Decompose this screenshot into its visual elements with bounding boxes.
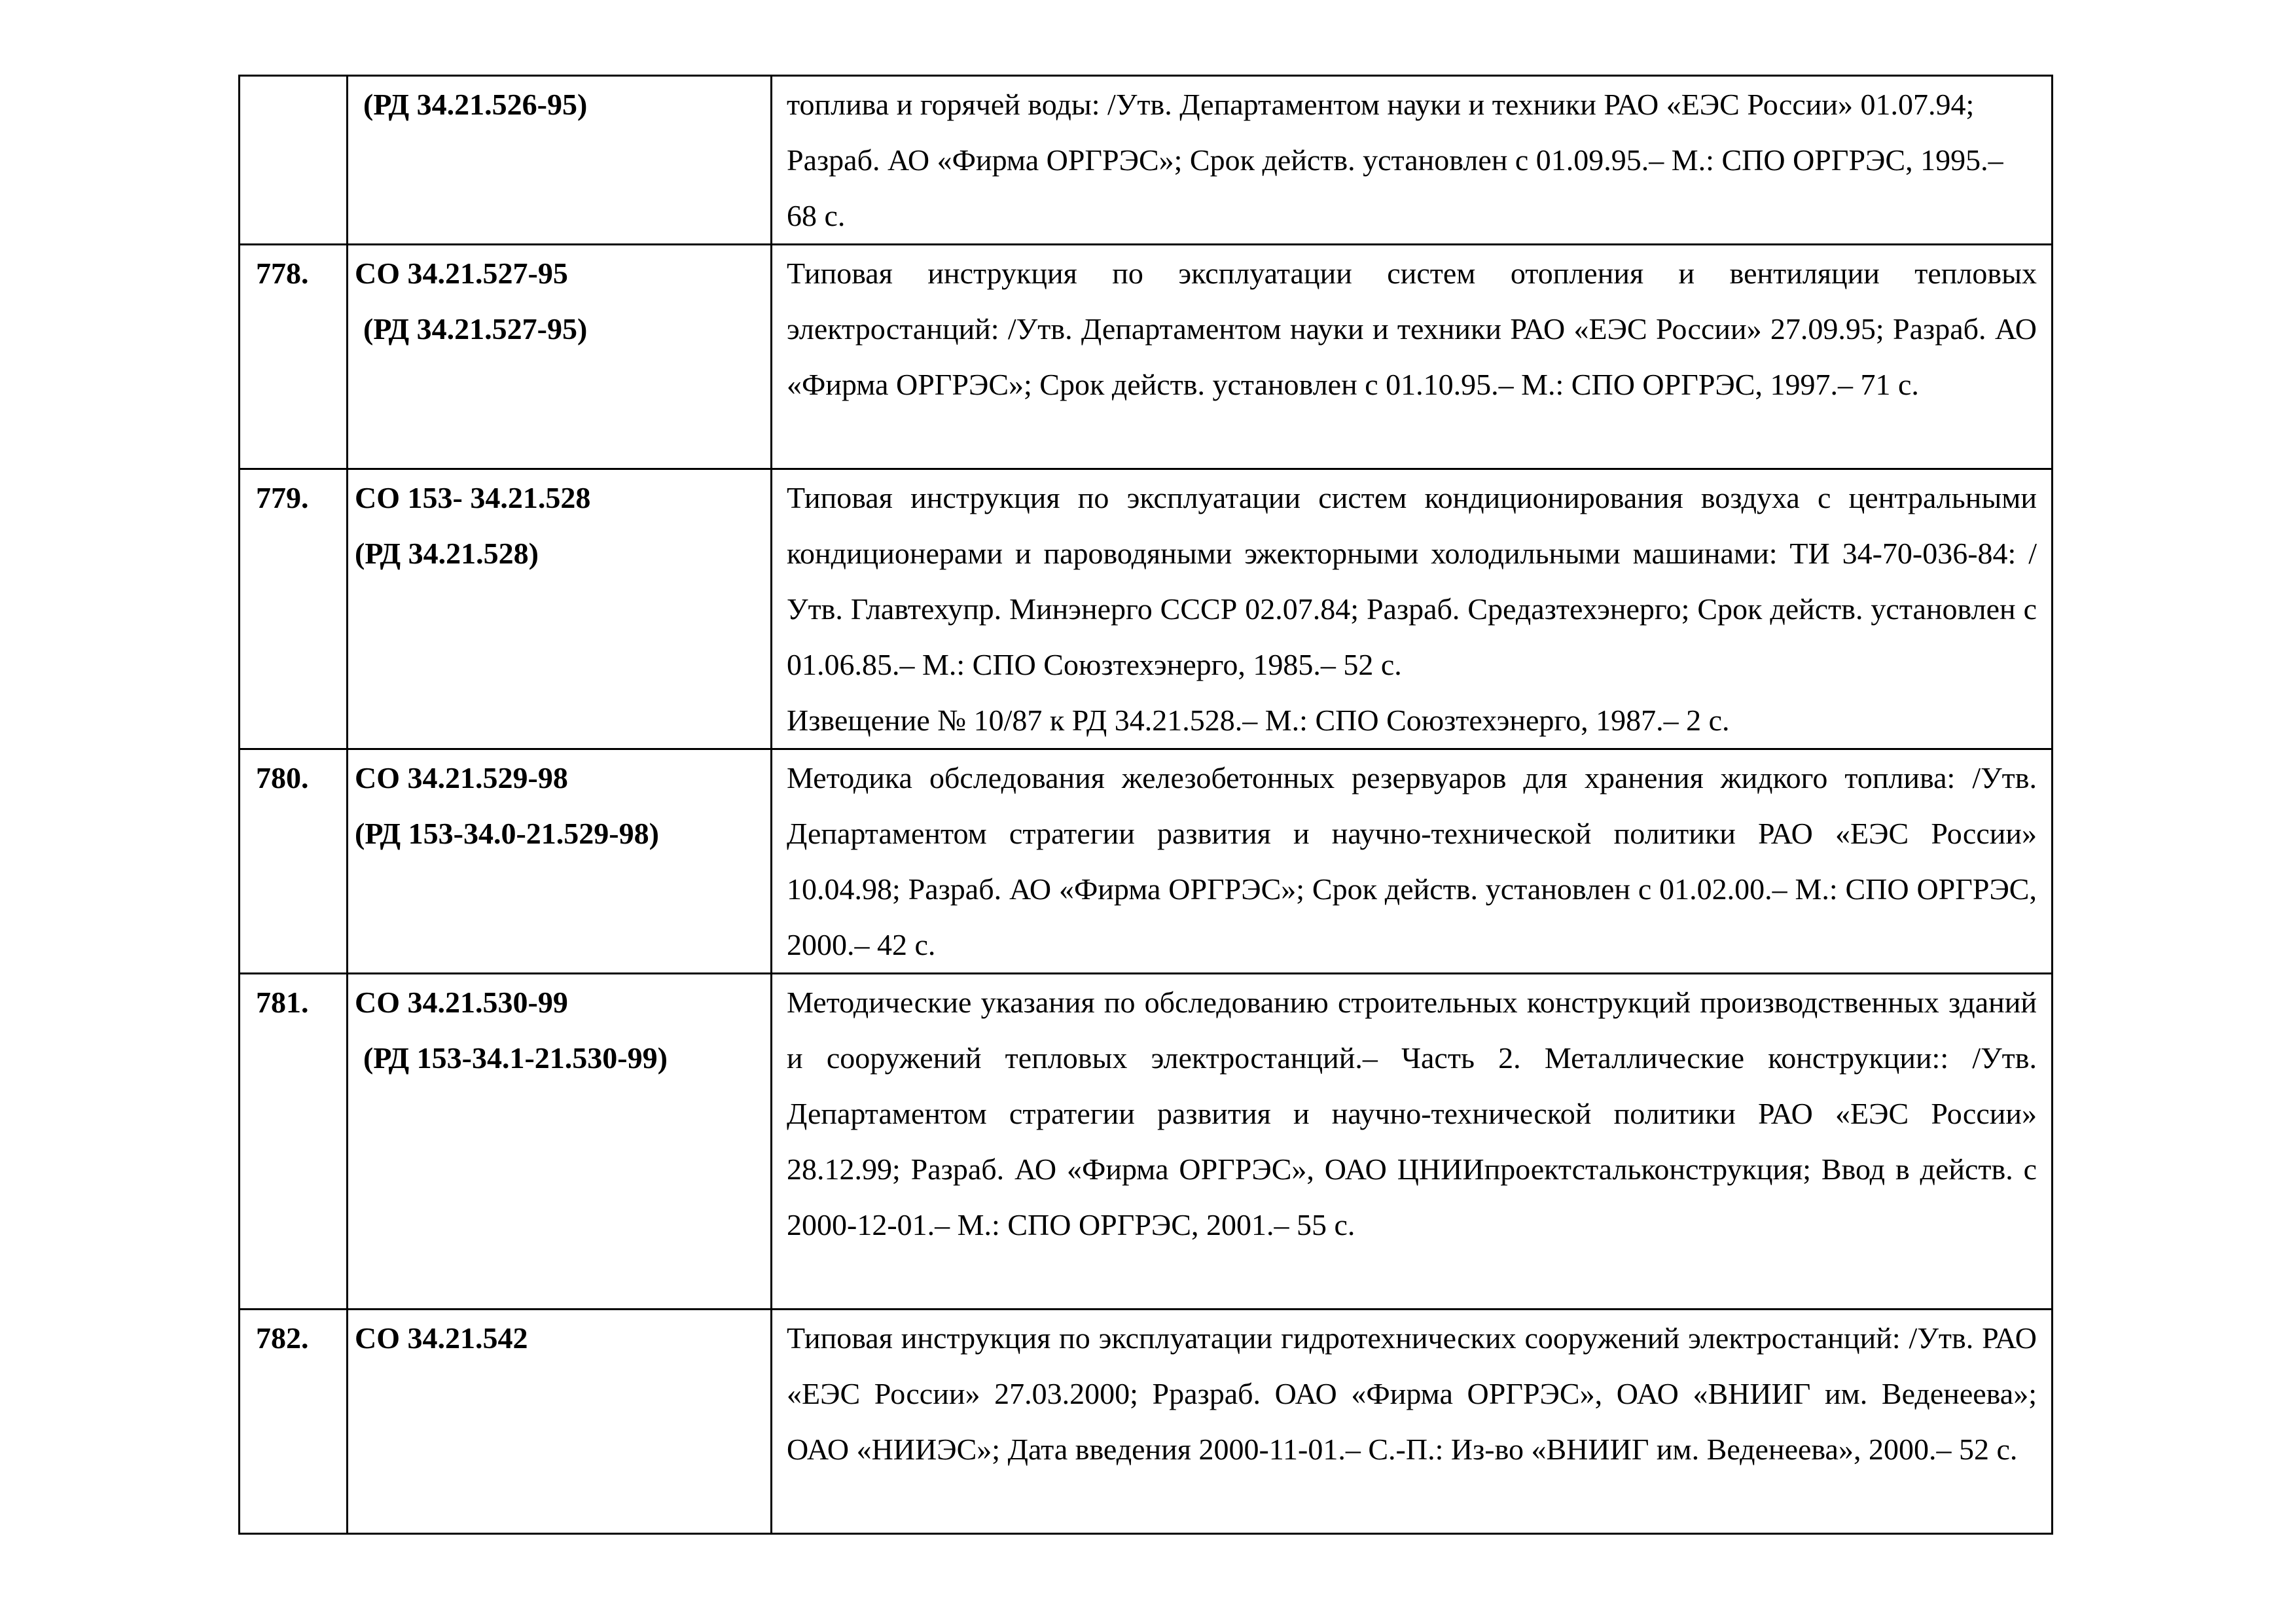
description-text: Типовая инструкция по эксплуатации систем отопления и вентиляции тепловых электростанций: /Утв. Департаментом науки и техники РАО «ЕЭС России» 27.09.95; Разраб. АО «Фирма ОРГРЭС»; Срок действ. установлен с 01.10.95.– М.: СПО ОРГРЭС, 1997.– 71 с. (787, 257, 2037, 401)
table-row (240, 76, 2053, 245)
description-text: Типовая инструкция по эксплуатации систем кондиционирования воздуха с центральными кондиционерами и пароводяными эжекторными холодильными машинами: ТИ 34-70-036-84: /Утв. Главтехупр. Минэнерго СССР 02.07.84; Разраб. Средазтехэнерго; Срок действ. установлен с 01.06.85.– М.: СПО Союзтехэнерго, 1985.– 52 с. (787, 481, 2037, 681)
document-code-cell (348, 749, 772, 974)
row-number: 780. (240, 749, 348, 974)
document-description (772, 1310, 2053, 1534)
table-row (240, 1310, 2053, 1534)
document-code: СО 34.21.527-95 (355, 257, 568, 290)
document-code-legacy: (РД 153-34.0-21.529-98) (355, 817, 659, 850)
document-code: СО 34.21.529-98 (355, 761, 568, 794)
standards-table (238, 75, 2053, 1535)
row-number (240, 76, 348, 245)
document-code-legacy: (РД 34.21.528) (355, 537, 539, 570)
document-code-cell (348, 76, 772, 245)
table-row (240, 974, 2053, 1310)
document-code: СО 34.21.530-99 (355, 986, 568, 1019)
description-text: Методика обследования железобетонных резервуаров для хранения жидкого топлива: /Утв. Департаментом стратегии развития и научно-технической политики РАО «ЕЭС России» 10.04.98; Разраб. АО «Фирма ОРГРЭС»; Срок действ. установлен с 01.02.00.– М.: СПО ОРГРЭС, 2000.– 42 с. (787, 761, 2037, 961)
description-text: Типовая инструкция по эксплуатации гидротехнических сооружений электростанций: /Утв. РАО «ЕЭС России» 27.03.2000; Рразраб. ОАО «Фирма ОРГРЭС», ОАО «ВНИИГ им. Веденеева»; ОАО «НИИЭС»; Дата введения 2000-11-01.– С.-П.: Из-во «ВНИИГ им. Веденеева», 2000.– 52 с. (787, 1321, 2037, 1466)
description-text: топлива и горячей воды: /Утв. Департаментом науки и техники РАО «ЕЭС России» 01.07.94; Разраб. АО «Фирма ОРГРЭС»; Срок действ. установлен с 01.09.95.– М.: СПО ОРГРЭС, 1995.– 68 с. (787, 88, 2003, 232)
document-code: СО 34.21.542 (355, 1321, 528, 1355)
row-number: 781. (240, 974, 348, 1310)
document-code-legacy: (РД 153-34.1-21.530-99) (363, 1041, 668, 1075)
row-number: 779. (240, 469, 348, 749)
document-code: СО 153- 34.21.528 (355, 481, 591, 514)
table-row (240, 749, 2053, 974)
description-text: Методические указания по обследованию строительных конструкций производственных зданий и сооружений тепловых электростанций.– Часть 2. Металлические конструкции:: /Утв. Департаментом стратегии развития и научно-технической политики РАО «ЕЭС России» 28.12.99; Разраб. АО «Фирма ОРГРЭС», ОАО ЦНИИпроектстальконструкция; Ввод в действ. с 2000-12-01.– М.: СПО ОРГРЭС, 2001.– 55 с. (787, 986, 2037, 1241)
document-code-cell (348, 469, 772, 749)
document-description (772, 469, 2053, 749)
table-row (240, 469, 2053, 749)
document-description (772, 76, 2053, 245)
document-code-legacy: (РД 34.21.527-95) (363, 312, 588, 346)
document-code-cell (348, 245, 772, 469)
table-row (240, 245, 2053, 469)
row-number: 778. (240, 245, 348, 469)
document-code: (РД 34.21.526-95) (363, 88, 588, 121)
document-code-cell (348, 974, 772, 1310)
document-code-cell (348, 1310, 772, 1534)
description-notice: Извещение № 10/87 к РД 34.21.528.– М.: СПО Союзтехэнерго, 1987.– 2 с. (787, 704, 1730, 737)
document-description (772, 974, 2053, 1310)
document-description (772, 749, 2053, 974)
row-number: 782. (240, 1310, 348, 1534)
document-description (772, 245, 2053, 469)
